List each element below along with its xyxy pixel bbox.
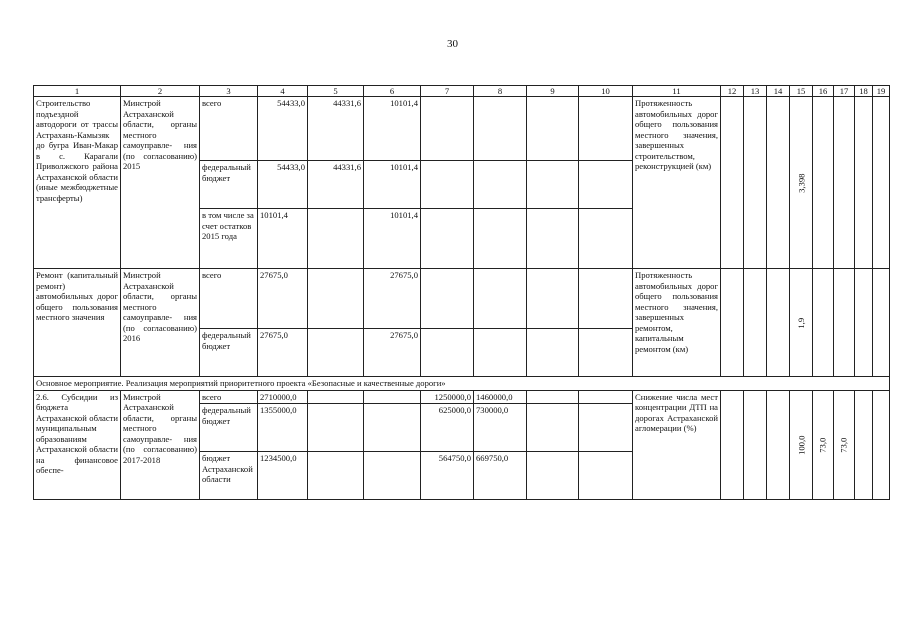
value-cell: 1460000,0 bbox=[474, 390, 527, 403]
target-value-cell bbox=[813, 390, 834, 499]
value-cell bbox=[721, 97, 744, 269]
value-cell bbox=[873, 97, 890, 269]
source-label: федеральный бюджет bbox=[200, 404, 258, 452]
indicator-cell: Протяженность автомобильных дорог общего пользования местного значения, завершенных ремонтом, капитальным ремонтом (км) bbox=[633, 269, 721, 377]
header-cell: 9 bbox=[527, 86, 579, 97]
measure-name-cell bbox=[34, 390, 121, 499]
value-cell bbox=[579, 452, 633, 500]
header-cell: 15 bbox=[790, 86, 813, 97]
target-value-cell bbox=[790, 390, 813, 499]
target-value-cell bbox=[834, 390, 855, 499]
value-cell: 625000,0 bbox=[421, 404, 474, 452]
value-cell bbox=[527, 97, 579, 161]
value-cell bbox=[579, 97, 633, 161]
value-cell bbox=[421, 97, 474, 161]
value-cell bbox=[767, 269, 790, 377]
executor-cell bbox=[121, 269, 200, 377]
value-cell: 1355000,0 bbox=[258, 404, 308, 452]
target-value: 3,398 bbox=[796, 173, 807, 193]
value-cell bbox=[527, 452, 579, 500]
target-value: 73,0 bbox=[817, 437, 828, 453]
header-cell: 6 bbox=[364, 86, 421, 97]
source-label: всего bbox=[200, 97, 258, 161]
header-cell: 10 bbox=[579, 86, 633, 97]
value-cell: 669750,0 bbox=[474, 452, 527, 500]
value-cell bbox=[579, 390, 633, 403]
value-cell bbox=[308, 404, 364, 452]
value-cell bbox=[364, 452, 421, 500]
measure-name-cont: местного значения bbox=[36, 312, 105, 323]
measure-name-cell bbox=[34, 97, 121, 269]
executor-cell bbox=[121, 97, 200, 269]
value-cell bbox=[474, 329, 527, 377]
target-value-cell bbox=[790, 269, 813, 377]
source-label: в том числе за счет остатков 2015 года bbox=[200, 209, 258, 269]
header-cell: 17 bbox=[834, 86, 855, 97]
value-cell bbox=[308, 452, 364, 500]
page-number: 30 bbox=[447, 38, 458, 50]
value-cell bbox=[308, 390, 364, 403]
value-cell: 2710000,0 bbox=[258, 390, 308, 403]
value-cell bbox=[834, 269, 855, 377]
source-label: федеральный бюджет bbox=[200, 161, 258, 209]
measure-name-cont: Астраханской области на финансовое обеспе- bbox=[36, 444, 118, 476]
value-cell bbox=[421, 329, 474, 377]
executor-cell bbox=[121, 390, 200, 499]
value-cell bbox=[308, 269, 364, 329]
value-cell bbox=[855, 97, 873, 269]
header-cell: 8 bbox=[474, 86, 527, 97]
table-row bbox=[34, 390, 890, 403]
value-cell: 10101,4 bbox=[364, 97, 421, 161]
value-cell bbox=[527, 329, 579, 377]
value-cell: 54433,0 bbox=[258, 97, 308, 161]
program-table bbox=[33, 85, 890, 500]
value-cell bbox=[527, 404, 579, 452]
header-cell: 19 bbox=[873, 86, 890, 97]
value-cell bbox=[308, 209, 364, 269]
value-cell bbox=[744, 269, 767, 377]
value-cell bbox=[474, 269, 527, 329]
value-cell bbox=[834, 97, 855, 269]
value-cell bbox=[579, 161, 633, 209]
executor: Минстрой Астраханской области, органы местного самоуправле- bbox=[123, 270, 197, 323]
value-cell bbox=[474, 161, 527, 209]
value-cell bbox=[421, 161, 474, 209]
value-cell bbox=[855, 269, 873, 377]
value-cell bbox=[364, 390, 421, 403]
value-cell bbox=[721, 390, 744, 499]
header-cell: 16 bbox=[813, 86, 834, 97]
value-cell: 1250000,0 bbox=[421, 390, 474, 403]
value-cell bbox=[421, 209, 474, 269]
value-cell bbox=[721, 269, 744, 377]
value-cell bbox=[873, 269, 890, 377]
value-cell: 27675,0 bbox=[258, 329, 308, 377]
value-cell: 10101,4 bbox=[364, 161, 421, 209]
measure-name-cell bbox=[34, 269, 121, 377]
value-cell: 44331,6 bbox=[308, 97, 364, 161]
table-row bbox=[34, 269, 890, 329]
executor-cont: ния (по согласованию) 2015 bbox=[123, 140, 197, 172]
source-label: федеральный бюджет bbox=[200, 329, 258, 377]
header-cell: 3 bbox=[200, 86, 258, 97]
header-row bbox=[34, 86, 890, 97]
section-row bbox=[34, 377, 890, 390]
value-cell: 27675,0 bbox=[364, 269, 421, 329]
value-cell bbox=[579, 404, 633, 452]
measure-name: Строительство подъездной автодороги от трассы Астрахань-Камызяк до бугра bbox=[36, 98, 118, 151]
value-cell: 564750,0 bbox=[421, 452, 474, 500]
value-cell bbox=[308, 329, 364, 377]
measure-name-cont: Иван-Макар в с. Карагали Приволжского района Астраханской области (иные межбюджетные трансферты) bbox=[36, 140, 118, 203]
executor-cont: ния (по согласованию) 2016 bbox=[123, 312, 197, 344]
value-cell: 10101,4 bbox=[258, 209, 308, 269]
section-title: Основное мероприятие. Реализация мероприятий приоритетного проекта «Безопасные и качественные дороги» bbox=[34, 377, 890, 390]
header-cell: 5 bbox=[308, 86, 364, 97]
source-label: всего bbox=[200, 390, 258, 403]
header-cell: 1 bbox=[34, 86, 121, 97]
target-value: 100,0 bbox=[796, 435, 807, 455]
value-cell bbox=[744, 390, 767, 499]
value-cell: 54433,0 bbox=[258, 161, 308, 209]
source-label: всего bbox=[200, 269, 258, 329]
value-cell bbox=[873, 390, 890, 499]
value-cell bbox=[767, 97, 790, 269]
target-value-cell bbox=[790, 97, 813, 269]
value-cell: 27675,0 bbox=[258, 269, 308, 329]
value-cell bbox=[474, 97, 527, 161]
value-cell bbox=[813, 269, 834, 377]
value-cell: 27675,0 bbox=[364, 329, 421, 377]
target-value: 1,9 bbox=[795, 317, 806, 329]
value-cell bbox=[579, 269, 633, 329]
indicator-cell: Снижение числа мест концентрации ДТП на дорогах Астраханской агломерации (%) bbox=[633, 390, 721, 499]
value-cell: 730000,0 bbox=[474, 404, 527, 452]
source-label: бюджет Астраханской области bbox=[200, 452, 258, 500]
value-cell bbox=[364, 404, 421, 452]
executor-cont: ния (по согласованию) 2017-2018 bbox=[123, 433, 197, 465]
header-cell: 7 bbox=[421, 86, 474, 97]
measure-name: Ремонт (капитальный ремонт) автомобильных дорог общего пользования bbox=[36, 270, 118, 312]
value-cell bbox=[421, 269, 474, 329]
indicator-cell: Протяженность автомобильных дорог общего пользования местного значения, завершенных строительством, реконструкцией (км) bbox=[633, 97, 721, 269]
header-cell: 2 bbox=[121, 86, 200, 97]
value-cell bbox=[744, 97, 767, 269]
header-cell: 11 bbox=[633, 86, 721, 97]
value-cell: 10101,4 bbox=[364, 209, 421, 269]
header-cell: 4 bbox=[258, 86, 308, 97]
header-cell: 18 bbox=[855, 86, 873, 97]
measure-name: 2.6. Субсидии из бюджета Астраханской области муниципальным образованиям bbox=[36, 391, 118, 444]
value-cell bbox=[527, 269, 579, 329]
target-value: 73,0 bbox=[838, 437, 849, 453]
executor: Минстрой Астраханской области, органы местного самоуправле- bbox=[123, 98, 197, 151]
value-cell bbox=[767, 390, 790, 499]
value-cell bbox=[579, 209, 633, 269]
value-cell bbox=[527, 390, 579, 403]
header-cell: 14 bbox=[767, 86, 790, 97]
value-cell: 44331,6 bbox=[308, 161, 364, 209]
value-cell bbox=[813, 97, 834, 269]
value-cell: 1234500,0 bbox=[258, 452, 308, 500]
value-cell bbox=[527, 161, 579, 209]
header-cell: 13 bbox=[744, 86, 767, 97]
executor: Минстрой Астраханской области, органы местного самоуправле- bbox=[123, 391, 197, 444]
header-cell: 12 bbox=[721, 86, 744, 97]
value-cell bbox=[474, 209, 527, 269]
value-cell bbox=[527, 209, 579, 269]
table-row bbox=[34, 97, 890, 161]
value-cell bbox=[855, 390, 873, 499]
value-cell bbox=[579, 329, 633, 377]
